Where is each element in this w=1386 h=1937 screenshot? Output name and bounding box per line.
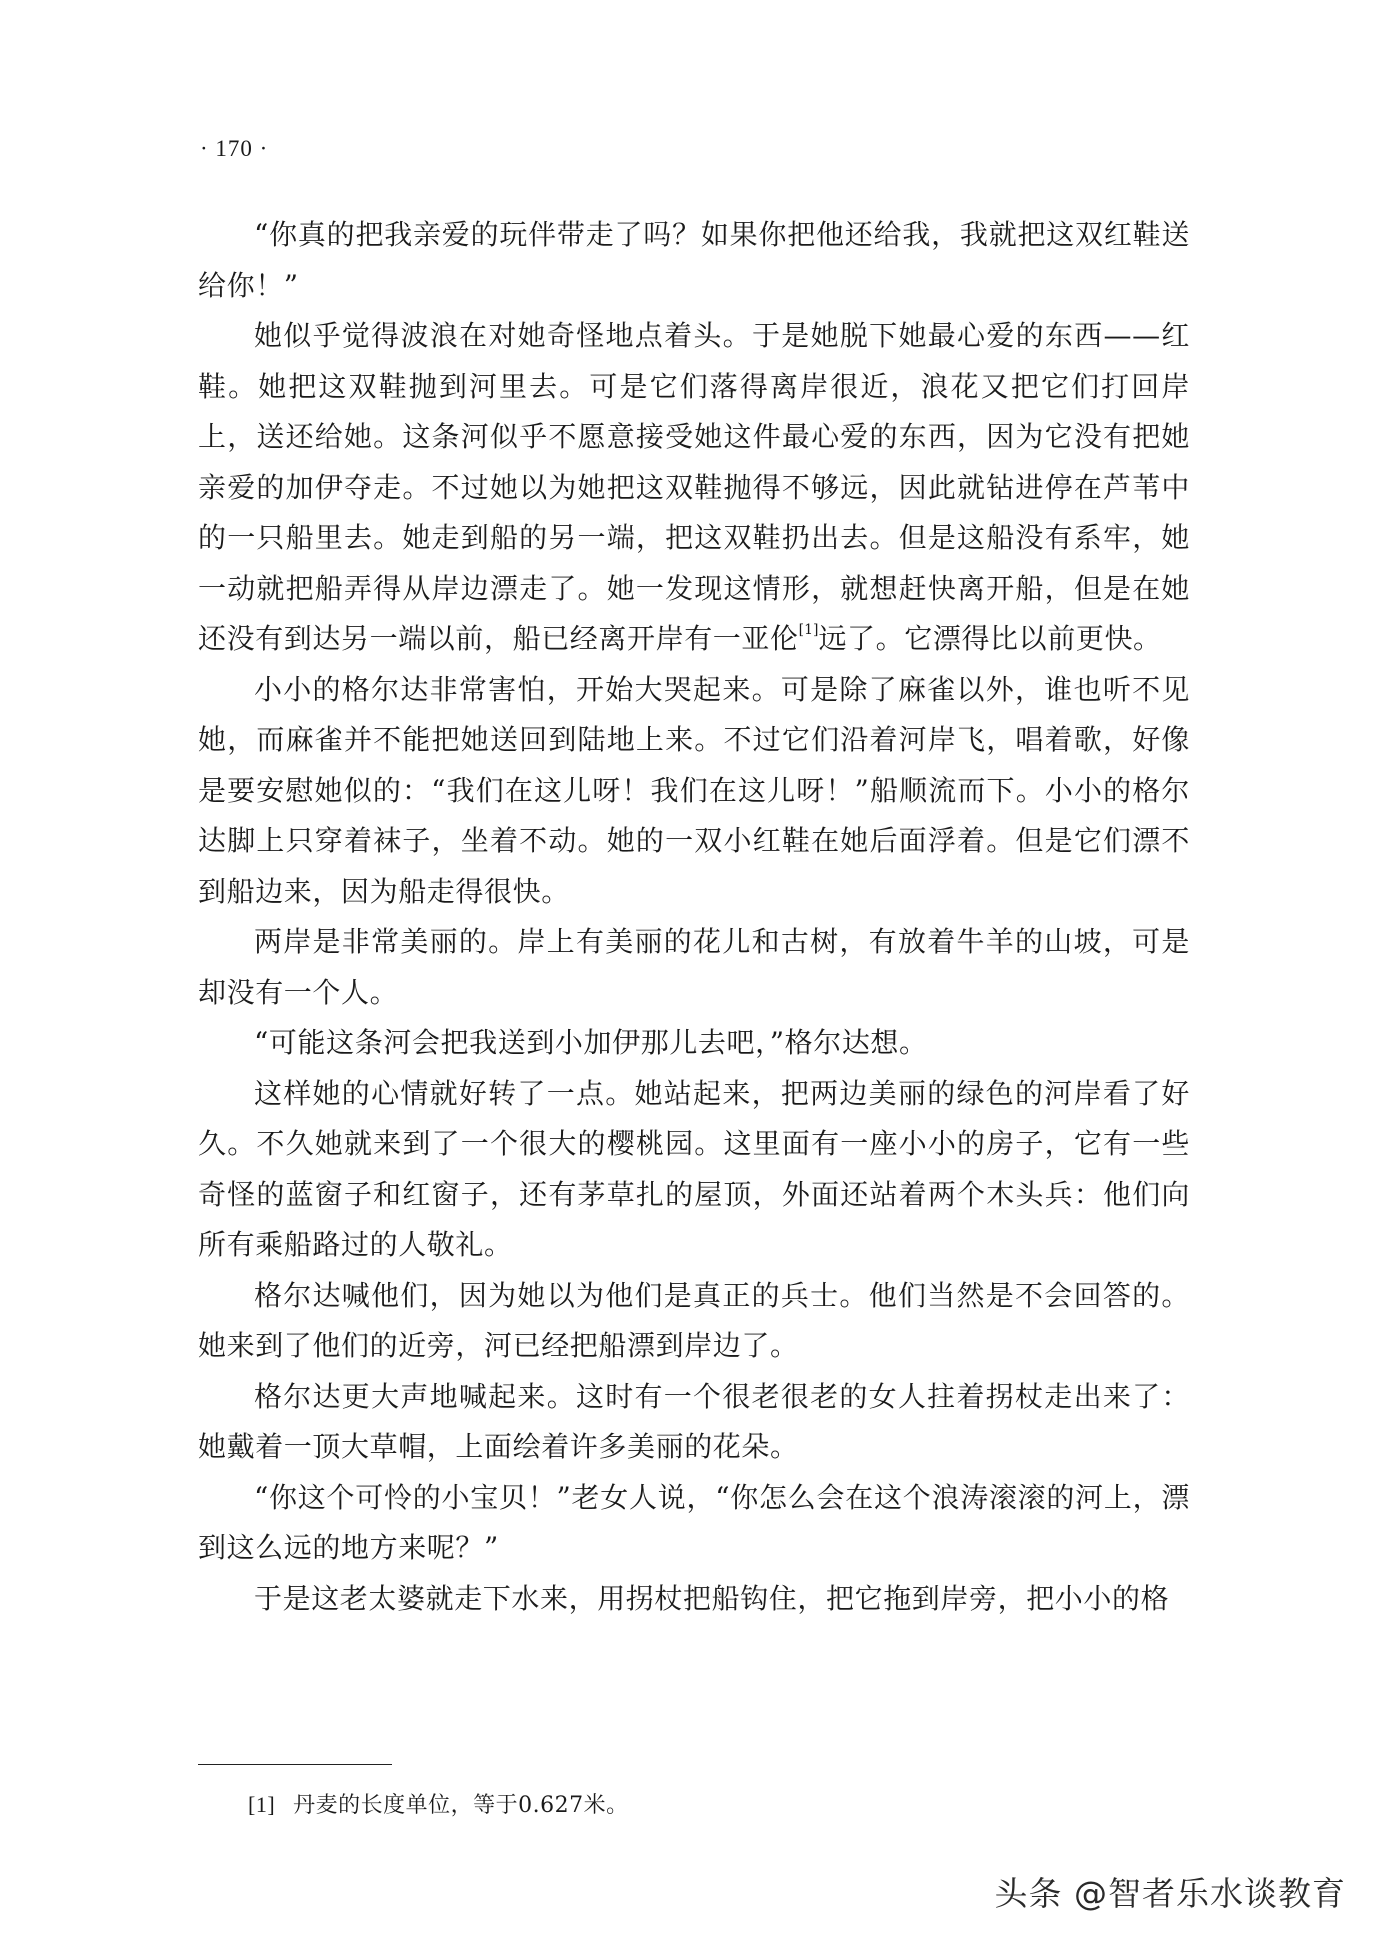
- footnote: [248, 1788, 629, 1819]
- paragraph-2-tail: 远了。它漂得比以前更快。: [818, 622, 1162, 655]
- paragraph-9: “你这个可怜的小宝贝！”老女人说，“你怎么会在这个浪涛滚滚的河上，漂到这么远的地方来呢？”: [198, 1480, 1190, 1564]
- paragraph-10: 于是这老太婆就走下水来，用拐杖把船钩住，把它拖到岸旁，把小小的格: [254, 1581, 1170, 1615]
- footnote-text: 丹麦的长度单位，等于0.627米。: [293, 1793, 629, 1818]
- paragraph-3: 小小的格尔达非常害怕，开始大哭起来。可是除了麻雀以外，谁也听不见她，而麻雀并不能把她送回到陆地上来。不过它们沿着河岸飞，唱着歌，好像是要安慰她似的：“我们在这儿呀！我们在这儿呀！”船顺流而下。小小的格尔达脚上只穿着袜子，坐着不动。她的一双小红鞋在她后面浮着。但是它们漂不到船边来，因为船走得很快。: [198, 672, 1190, 908]
- paragraph-5: “可能这条河会把我送到小加伊那儿去吧，”格尔达想。: [254, 1026, 928, 1059]
- paragraph-1: “你真的把我亲爱的玩伴带走了吗？如果你把他还给我，我就把这双红鞋送给你！”: [198, 218, 1190, 302]
- body-text: [198, 210, 1190, 1624]
- paragraph-7: 格尔达喊他们，因为她以为他们是真正的兵士。他们当然是不会回答的。她来到了他们的近旁，河已经把船漂到岸边了。: [198, 1278, 1190, 1362]
- paragraph-4: 两岸是非常美丽的。岸上有美丽的花儿和古树，有放着牛羊的山坡，可是却没有一个人。: [198, 925, 1190, 1009]
- page-number: · 170 ·: [200, 136, 269, 161]
- paragraph-2: [198, 311, 1190, 665]
- watermark: 头条 @智者乐水谈教育: [994, 1874, 1346, 1913]
- paragraph-6: 这样她的心情就好转了一点。她站起来，把两边美丽的绿色的河岸看了好久。不久她就来到了一个很大的樱桃园。这里面有一座小小的房子，它有一些奇怪的蓝窗子和红窗子，还有茅草扎的屋顶，外面还站着两个木头兵：他们向所有乘船路过的人敬礼。: [198, 1076, 1190, 1261]
- paragraph-8: 格尔达更大声地喊起来。这时有一个很老很老的女人拄着拐杖走出来了：她戴着一顶大草帽，上面绘着许多美丽的花朵。: [198, 1379, 1190, 1463]
- footnote-divider: [198, 1764, 392, 1765]
- paragraph-2-text: 她似乎觉得波浪在对她奇怪地点着头。于是她脱下她最心爱的东西——红鞋。她把这双鞋抛到河里去。可是它们落得离岸很近，浪花又把它们打回岸上，送还给她。这条河似乎不愿意接受她这件最心爱的东西，因为它没有把她亲爱的加伊夺走。不过她以为她把这双鞋抛得不够远，因此就钻进停在芦苇中的一只船里去。她走到船的另一端，把这双鞋扔出去。但是这船没有系牢，她一动就把船弄得从岸边漂走了。她一发现这情形，就想赶快离开船，但是在她还没有到达另一端以前，船已经离开岸有一亚伦: [198, 319, 1190, 655]
- footnote-mark: [1]: [248, 1792, 276, 1817]
- footnote-reference[interactable]: [1]: [798, 622, 819, 638]
